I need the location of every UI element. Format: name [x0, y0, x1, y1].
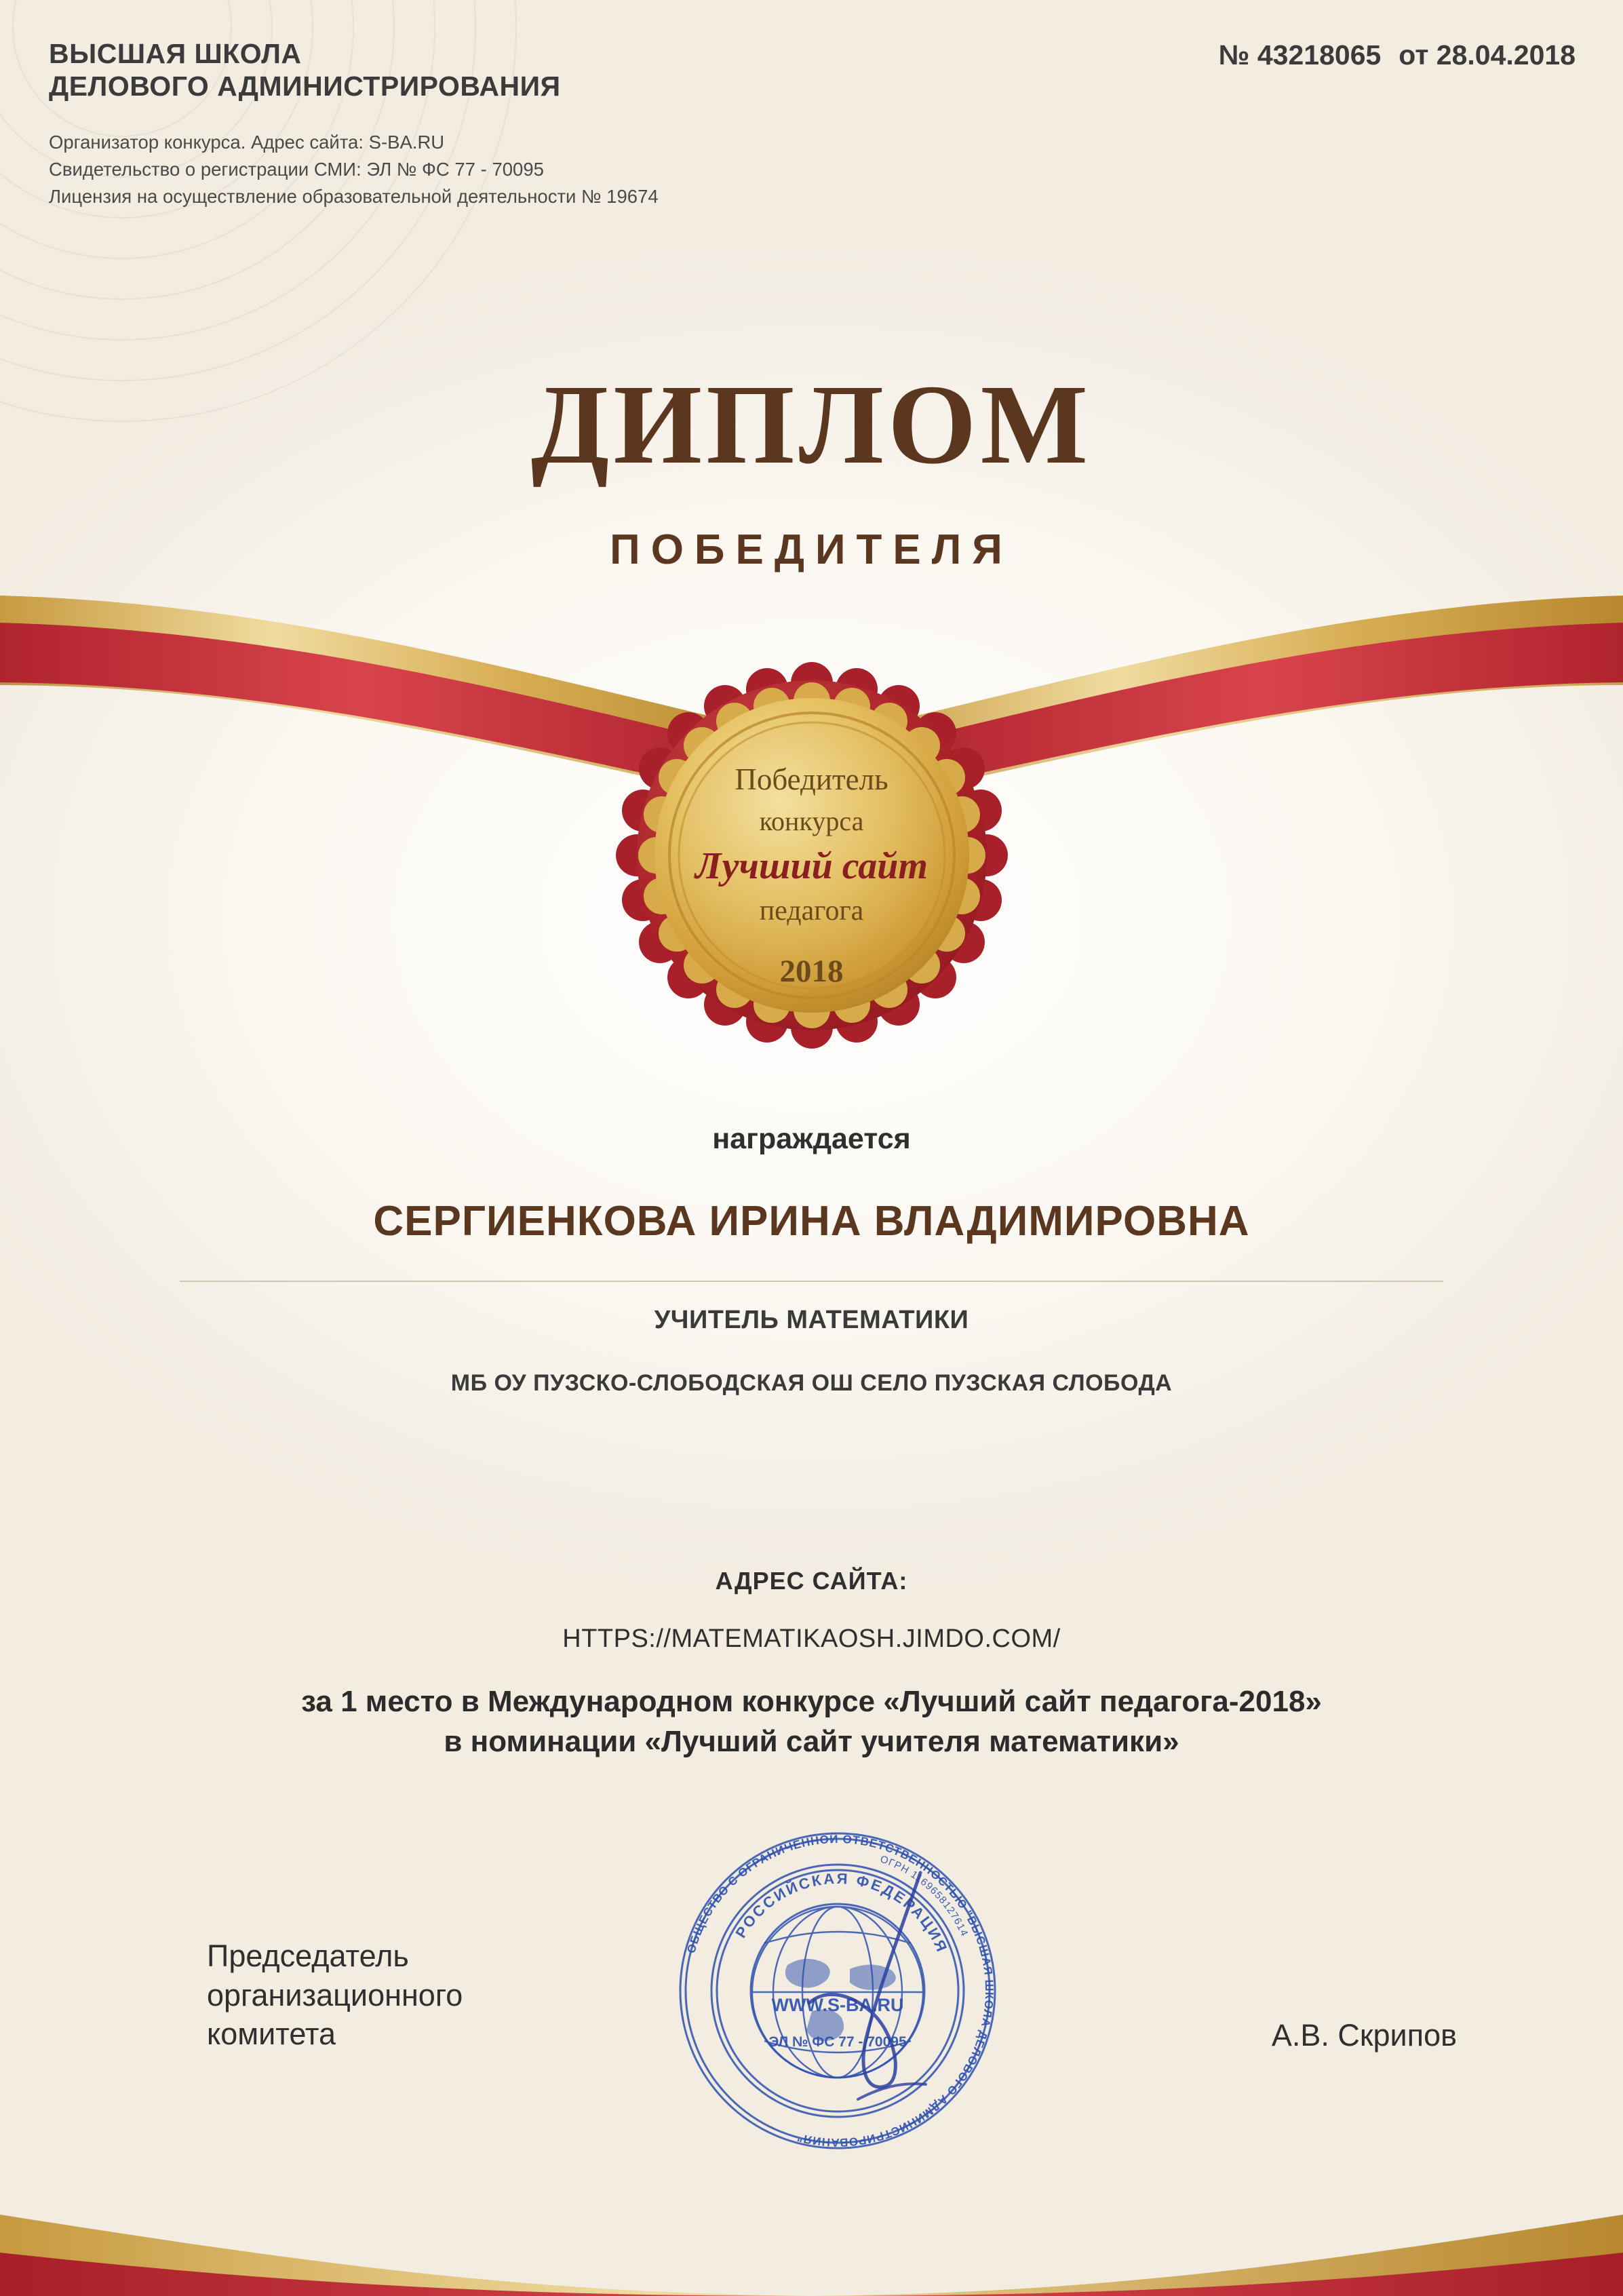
bottom-ribbon-decoration: [0, 2126, 1623, 2296]
award-reason-line2: в номинации «Лучший сайт учителя математики»: [444, 1724, 1179, 1758]
divider: [180, 1281, 1443, 1282]
info-line-organizer: Организатор конкурса. Адрес сайта: S-BA.RU: [49, 132, 445, 153]
medal-line-2: конкурса: [759, 806, 864, 836]
svg-text:РОССИЙСКАЯ ФЕДЕРАЦИЯ: РОССИЙСКАЯ ФЕДЕРАЦИЯ: [732, 1869, 952, 1956]
svg-text:ОБЩЕСТВО С ОГРАНИЧЕННОЙ ОТВЕТС: ОБЩЕСТВО С ОГРАНИЧЕННОЙ ОТВЕТСТВЕННОСТЬЮ "ВЫСШАЯ ШКОЛА ДЕЛОВОГО АДМИНИСТРИРОВАНИЯ": [684, 1832, 996, 2149]
chairman-title-line3: комитета: [207, 2017, 336, 2052]
svg-text:ЭЛ № ФС 77 - 70095: ЭЛ № ФС 77 - 70095: [768, 2034, 907, 2050]
svg-text:WWW.S-BA.RU: WWW.S-BA.RU: [771, 1995, 904, 2015]
recipient-name: СЕРГИЕНКОВА ИРИНА ВЛАДИМИРОВНА: [373, 1198, 1250, 1245]
svg-text:ОГРН 1169658127614: ОГРН 1169658127614: [878, 1853, 971, 1939]
organization-title-line2: ДЕЛОВОГО АДМИНИСТРИРОВАНИЯ: [49, 71, 561, 102]
info-line-certificate: Свидетельство о регистрации СМИ: ЭЛ № ФС 77 - 70095: [49, 159, 544, 180]
document-header: [0, 0, 1623, 224]
chairman-title-line2: организационного: [207, 1977, 463, 2012]
site-label: АДРЕС САЙТА:: [715, 1567, 908, 1595]
recipient-organization: МБ ОУ ПУЗСКО-СЛОБОДСКАЯ ОШ СЕЛО ПУЗСКАЯ СЛОБОДА: [450, 1370, 1173, 1396]
info-line-license: Лицензия на осуществление образовательной деятельности № 19674: [49, 186, 659, 208]
medal-year: 2018: [779, 954, 844, 989]
organization-info: [49, 129, 659, 210]
organization-title: [49, 37, 561, 103]
award-reason-line1: за 1 место в Международном конкурсе «Лучший сайт педагога-2018»: [301, 1685, 1322, 1718]
chairman-title-line1: Председатель: [207, 1939, 409, 1973]
recipient-role: УЧИТЕЛЬ МАТЕМАТИКИ: [654, 1306, 969, 1334]
document-date: от 28.04.2018: [1399, 39, 1576, 71]
awarded-label: награждается: [712, 1123, 911, 1155]
document-number: № 43218065: [1218, 39, 1382, 71]
medal-contest-name: Лучший сайт: [695, 845, 928, 887]
medal-seal: [602, 648, 1022, 1068]
official-stamp: [654, 1808, 1021, 2174]
page-title: ДИПЛОМ: [530, 362, 1093, 488]
page-subtitle: ПОБЕДИТЕЛЯ: [610, 526, 1013, 573]
document-number-block: [1219, 39, 1576, 71]
medal-line-4: педагога: [759, 895, 864, 927]
chairman-title: [207, 1937, 463, 2054]
site-url[interactable]: HTTPS://MATEMATIKAOSH.JIMDO.COM/: [562, 1624, 1061, 1653]
organization-title-line1: ВЫСШАЯ ШКОЛА: [49, 38, 302, 69]
award-reason: [0, 1682, 1623, 1762]
medal-line-1: Победитель: [735, 762, 888, 796]
chairman-name: А.В. Скрипов: [1271, 2018, 1457, 2052]
